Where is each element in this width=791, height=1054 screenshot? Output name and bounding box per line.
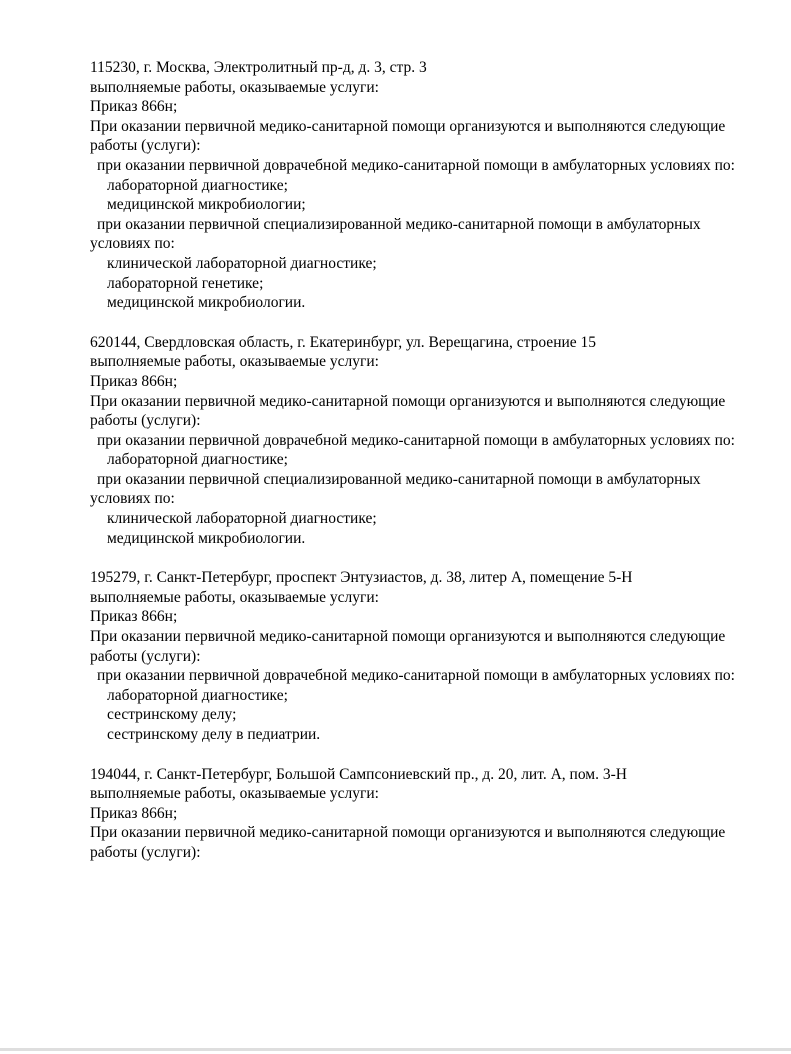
- address-line: 115230, г. Москва, Электролитный пр-д, д. 3, стр. 3: [90, 59, 427, 76]
- works-label: выполняемые работы, оказываемые услуги:: [90, 785, 379, 803]
- service-item: медицинской микробиологии;: [107, 196, 306, 214]
- service-item: лабораторной диагностике;: [107, 176, 288, 194]
- address-line: 195279, г. Санкт-Петербург, проспект Энтузиастов, д. 38, литер А, помещение 5-Н: [90, 569, 633, 587]
- order-label: Приказ 866н;: [90, 608, 178, 626]
- section-heading: при оказании первичной специализированной медико-санитарной помощи в амбулаторных условиях по:: [90, 470, 701, 508]
- order-label: Приказ 866н;: [90, 372, 178, 390]
- intro-paragraph: При оказании первичной медико-санитарной помощи организуются и выполняются следующие работы (услуги):: [90, 628, 726, 665]
- service-item: сестринскому делу;: [107, 706, 237, 724]
- works-label: выполняемые работы, оказываемые услуги:: [90, 353, 379, 371]
- service-item: клинической лабораторной диагностике;: [107, 254, 377, 272]
- address-line: 620144, Свердловская область, г. Екатеринбург, ул. Верещагина, строение 15: [90, 333, 597, 351]
- section-heading: при оказании первичной доврачебной медико-санитарной помощи в амбулаторных условиях по:: [97, 156, 735, 174]
- service-item: лабораторной диагностике;: [107, 686, 288, 704]
- intro-paragraph: При оказании первичной медико-санитарной помощи организуются и выполняются следующие работы (услуги):: [90, 392, 726, 430]
- works-label: выполняемые работы, оказываемые услуги:: [90, 588, 379, 606]
- service-item: лабораторной диагностике;: [107, 451, 288, 469]
- location-block: [90, 58, 742, 313]
- location-block: [90, 765, 742, 863]
- intro-paragraph: При оказании первичной медико-санитарной помощи организуются и выполняются следующие работы (услуги):: [90, 824, 726, 861]
- section-heading: при оказании первичной специализированной медико-санитарной помощи в амбулаторных условиях по:: [90, 215, 701, 253]
- section-heading: при оказании первичной доврачебной медико-санитарной помощи в амбулаторных условиях по:: [97, 431, 735, 449]
- document-body: [90, 58, 742, 863]
- service-item: клинической лабораторной диагностике;: [107, 510, 377, 528]
- section-heading: при оказании первичной доврачебной медико-санитарной помощи в амбулаторных условиях по:: [97, 667, 735, 685]
- service-item: медицинской микробиологии.: [107, 294, 306, 312]
- order-label: Приказ 866н;: [90, 804, 178, 822]
- intro-paragraph: При оказании первичной медико-санитарной помощи организуются и выполняются следующие работы (услуги):: [90, 117, 726, 155]
- service-item: сестринскому делу в педиатрии.: [107, 726, 321, 743]
- address-line: 194044, г. Санкт-Петербург, Большой Сампсониевский пр., д. 20, лит. А, пом. 3-Н: [90, 765, 627, 783]
- order-label: Приказ 866н;: [90, 98, 178, 116]
- works-label: выполняемые работы, оказываемые услуги:: [90, 78, 379, 96]
- bottom-divider: [0, 1048, 791, 1051]
- service-item: медицинской микробиологии.: [107, 529, 306, 547]
- service-item: лабораторной генетике;: [107, 274, 264, 292]
- location-block: [90, 568, 742, 744]
- location-block: [90, 333, 742, 549]
